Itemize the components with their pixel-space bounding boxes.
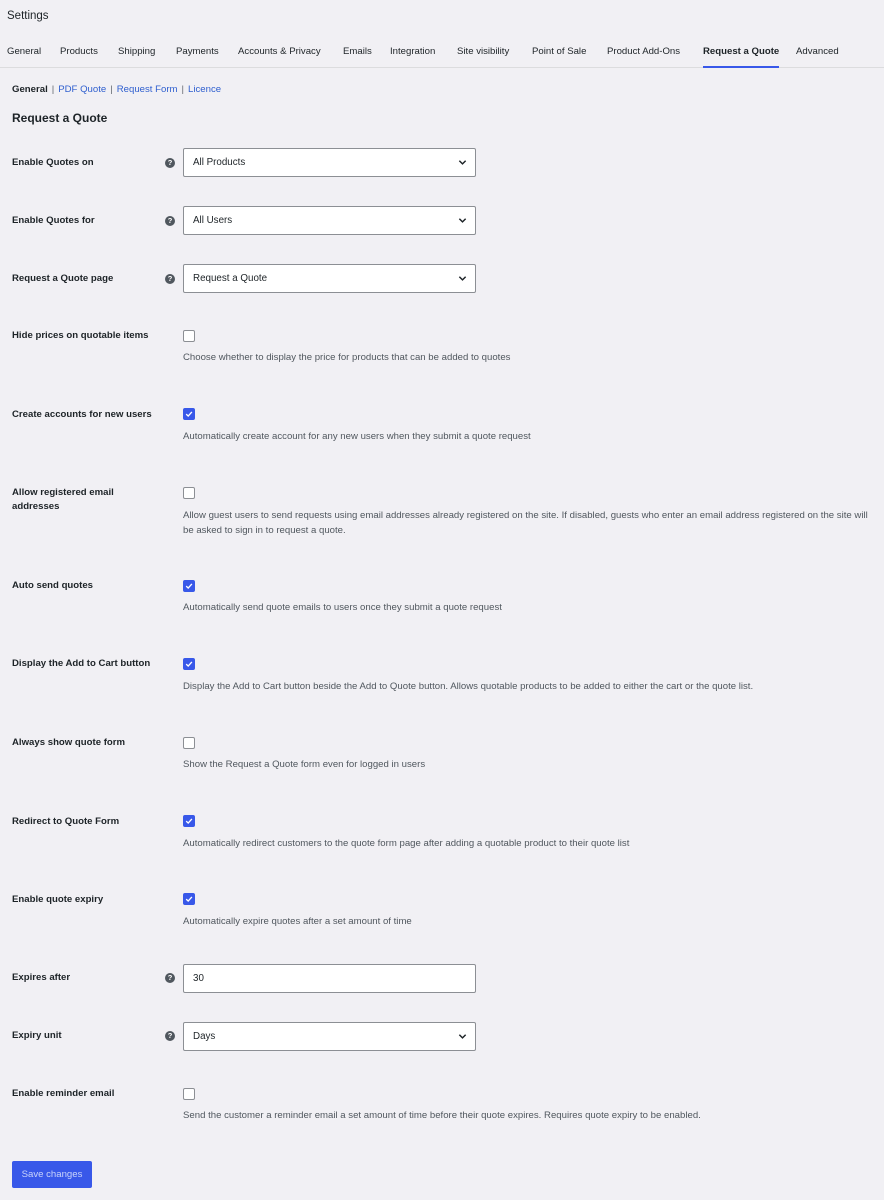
tab-advanced[interactable]: Advanced: [796, 46, 839, 57]
auto-send-description: Automatically send quote emails to users once they submit a quote request: [183, 602, 502, 613]
help-icon[interactable]: ?: [165, 158, 175, 168]
enable-quotes-for-label: Enable Quotes for: [12, 215, 95, 226]
chevron-down-icon: [458, 158, 467, 167]
expires-after-input[interactable]: 30: [183, 964, 476, 993]
redirect-to-form-checkbox[interactable]: [183, 815, 195, 827]
subnav-general[interactable]: General: [12, 84, 48, 95]
always-show-form-checkbox[interactable]: [183, 737, 195, 749]
enable-quotes-for-select[interactable]: [183, 206, 476, 235]
quote-page-select[interactable]: [183, 264, 476, 293]
hide-prices-label: Hide prices on quotable items: [12, 330, 149, 341]
subnav-licence[interactable]: Licence: [188, 84, 222, 95]
subnav-pdf-quote[interactable]: PDF Quote: [58, 84, 107, 95]
always-show-form-description: Show the Request a Quote form even for logged in users: [183, 759, 426, 770]
enable-quotes-on-label: Enable Quotes on: [12, 157, 94, 168]
check-icon: [185, 410, 193, 418]
allow-registered-description: Allow guest users to send requests using email addresses already registered on the site. If disabled, guests who enter an email address registered on the site will be asked to sign in to request a quote.: [183, 510, 868, 536]
reminder-email-checkbox[interactable]: [183, 1088, 195, 1100]
tab-point-of-sale[interactable]: Point of Sale: [532, 46, 587, 57]
settings-tabs: [0, 38, 884, 68]
expiry-unit-label: Expiry unit: [12, 1030, 62, 1041]
quote-page-value: Request a Quote: [193, 273, 268, 284]
expiry-unit-select[interactable]: [183, 1022, 476, 1051]
subnav-request-form[interactable]: Request Form: [116, 84, 178, 95]
page-title: Settings: [7, 10, 49, 22]
allow-registered-label: Allow registered email addresses: [12, 487, 114, 512]
enable-quotes-on-value: All Products: [193, 157, 246, 168]
tab-site-visibility[interactable]: Site visibility: [457, 46, 510, 57]
check-icon: [185, 660, 193, 668]
subnav-separator: |: [51, 84, 55, 95]
create-accounts-checkbox[interactable]: [183, 408, 195, 420]
quote-page-label: Request a Quote page: [12, 273, 114, 284]
enable-quotes-for-value: All Users: [193, 215, 233, 226]
subnav-separator: |: [110, 84, 113, 95]
always-show-form-label: Always show quote form: [12, 737, 126, 748]
tab-general[interactable]: General: [7, 46, 42, 57]
chevron-down-icon: [458, 274, 467, 283]
enable-expiry-label: Enable quote expiry: [12, 894, 104, 905]
tab-emails[interactable]: Emails: [343, 46, 372, 57]
reminder-email-description: Send the customer a reminder email a set amount of time before their quote expires. Requires quote expiry to be enabled.: [183, 1110, 701, 1121]
help-icon[interactable]: ?: [165, 216, 175, 226]
tab-products[interactable]: Products: [60, 46, 98, 57]
chevron-down-icon: [458, 216, 467, 225]
redirect-to-form-description: Automatically redirect customers to the quote form page after adding a quotable product to their quote list: [183, 838, 630, 849]
auto-send-checkbox[interactable]: [183, 580, 195, 592]
display-add-to-cart-checkbox[interactable]: [183, 658, 195, 670]
chevron-down-icon: [458, 1032, 467, 1041]
help-icon[interactable]: ?: [165, 973, 175, 983]
save-changes-button[interactable]: Save changes: [12, 1161, 92, 1188]
subnav: [12, 84, 221, 95]
section-title: Request a Quote: [12, 111, 108, 125]
check-icon: [185, 895, 193, 903]
tab-shipping[interactable]: Shipping: [118, 46, 156, 57]
hide-prices-description: Choose whether to display the price for products that can be added to quotes: [183, 352, 511, 363]
display-add-to-cart-description: Display the Add to Cart button beside the Add to Quote button. Allows quotable products to be added to either the cart or the quote list.: [183, 681, 754, 692]
expires-after-label: Expires after: [12, 972, 71, 983]
check-icon: [185, 817, 193, 825]
reminder-email-label: Enable reminder email: [12, 1088, 115, 1099]
tab-product-add-ons[interactable]: Product Add-Ons: [607, 46, 681, 57]
expiry-unit-value: Days: [193, 1031, 216, 1042]
check-icon: [185, 582, 193, 590]
tab-payments[interactable]: Payments: [176, 46, 219, 57]
hide-prices-checkbox[interactable]: [183, 330, 195, 342]
active-tab-indicator: [703, 66, 779, 68]
help-icon[interactable]: ?: [165, 274, 175, 284]
subnav-separator: |: [181, 84, 185, 95]
tab-accounts-privacy[interactable]: Accounts & Privacy: [238, 46, 321, 57]
auto-send-label: Auto send quotes: [12, 580, 94, 591]
enable-expiry-description: Automatically expire quotes after a set amount of time: [183, 916, 412, 927]
tab-integration[interactable]: Integration: [390, 46, 436, 57]
display-add-to-cart-label: Display the Add to Cart button: [12, 658, 151, 669]
tab-request-a-quote[interactable]: Request a Quote: [703, 46, 780, 57]
help-icon[interactable]: ?: [165, 1031, 175, 1041]
enable-quotes-on-select[interactable]: [183, 148, 476, 177]
create-accounts-label: Create accounts for new users: [12, 409, 152, 420]
allow-registered-checkbox[interactable]: [183, 487, 195, 499]
redirect-to-form-label: Redirect to Quote Form: [12, 816, 120, 827]
enable-expiry-checkbox[interactable]: [183, 893, 195, 905]
create-accounts-description: Automatically create account for any new users when they submit a quote request: [183, 431, 531, 442]
